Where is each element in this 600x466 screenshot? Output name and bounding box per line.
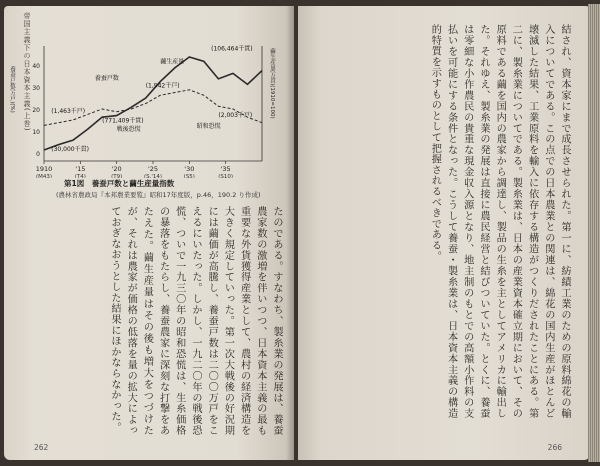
y-tick-label: 10 [32,129,40,136]
left-page [4,6,294,460]
figure-source: (農林省農政局『本邦農業要覧』昭和17年度版，p.46，190.2 り作成) [56,191,261,199]
y-axis-left-label: 養蚕戸数(万戸)(%) [9,66,15,113]
y-tick-label: 30 [32,85,40,92]
chart-annotation: (1,942千戸) [145,82,180,90]
y-tick-label: 0 [36,151,40,158]
right-body-text: 結され、資本家にまで成長させられた。第一に、紡績工業のための原料綿花の輸入についてである。この点での日本農業との関連は、綿花の国内生産がほとんど壊滅した結果、工業原料を輸入に依存する構造がつくりだされたことにある。第二に、製糸業についてである。製糸業は、日本の産業資本確立期において、その原料である繭を国内の農家から調達し、製品の生糸を主としてアメリカに輸出した。それゆえ、製糸業の発展は直接に農民経営と結びついていた。とくに、養蚕は零細な小作農民の貴重な現金収入源となり、地主制のもとでの高額小作料の支払いを可能にする条件となった。こうして養蚕・製糸業は、日本資本主義の構造的特質を示すものとして把握されるべきである。 [429,24,570,419]
chart-annotation: 養蚕戸数 [94,74,119,82]
chart-annotation: (30,000千貫) [51,146,89,154]
x-tick-era-label: (T4) [74,174,86,178]
x-tick-label: 1910 [35,165,53,173]
chart-annotation: (2,003千戸) [218,112,253,120]
left-body-text: たのである。すなわち、製糸業の発展は、養蚕農家数の激増を伴いつつ、日本資本主義の最も重要な外貨獲得産業として、農村の経済構造を大きく規定していった。第一次大戦後の好況期には繭価が高騰し、養蚕戸数は二〇〇万戸をこえるにいたった。しかし、一九二〇年の戦後恐慌、ついで一九三〇年の昭和恐慌は、生糸価格の暴落をもたらし、養蚕農家に深刻な打撃をあたえた。繭生産量はその後も増大をつづけたが、それは農家が価格の低落を量の拡大によっておぎなおうとした結果にほかならなかった。 [108,206,282,436]
chart-annotation: (1,463千戸) [51,107,86,115]
running-head: 帝国主義下の日本資本主義(上巻) [23,12,31,132]
page-number-left: 262 [34,443,49,452]
figure-caption: 第1図 養蚕戸数と繭生産量指数 [64,179,175,188]
x-tick-label: '20 [111,165,122,173]
chart-annotation: 戦後恐慌 [116,125,141,133]
figure-chart [4,6,294,178]
chart-annotation: (771,409千貫) [102,117,144,125]
x-tick-era-label: (S.'14) [143,174,163,178]
x-tick-era-label: (M43) [35,174,53,178]
x-tick-label: '15 [75,165,86,173]
y-tick-label: 40 [32,63,40,70]
right-page [298,6,590,460]
x-tick-era-label: (S5) [183,174,195,178]
chart-annotation: 繭生産量 [160,58,185,66]
x-tick-era-label: (S10) [218,174,234,178]
chart-annotation: (106,464千貫) [211,45,253,53]
x-tick-era-label: (T9) [111,174,123,178]
x-tick-label: '25 [147,165,159,173]
page-number-right: 266 [547,443,562,452]
y-axis-right-label: 繭生産量(万貫)(1910=100) [269,48,275,119]
y-tick-label: 20 [32,107,40,114]
series-line-繭生産量 [44,57,262,150]
page-edges [588,4,600,462]
chart-annotation: 昭和恐慌 [196,123,221,131]
x-tick-label: '30 [184,165,195,173]
x-tick-label: '35 [220,165,231,173]
